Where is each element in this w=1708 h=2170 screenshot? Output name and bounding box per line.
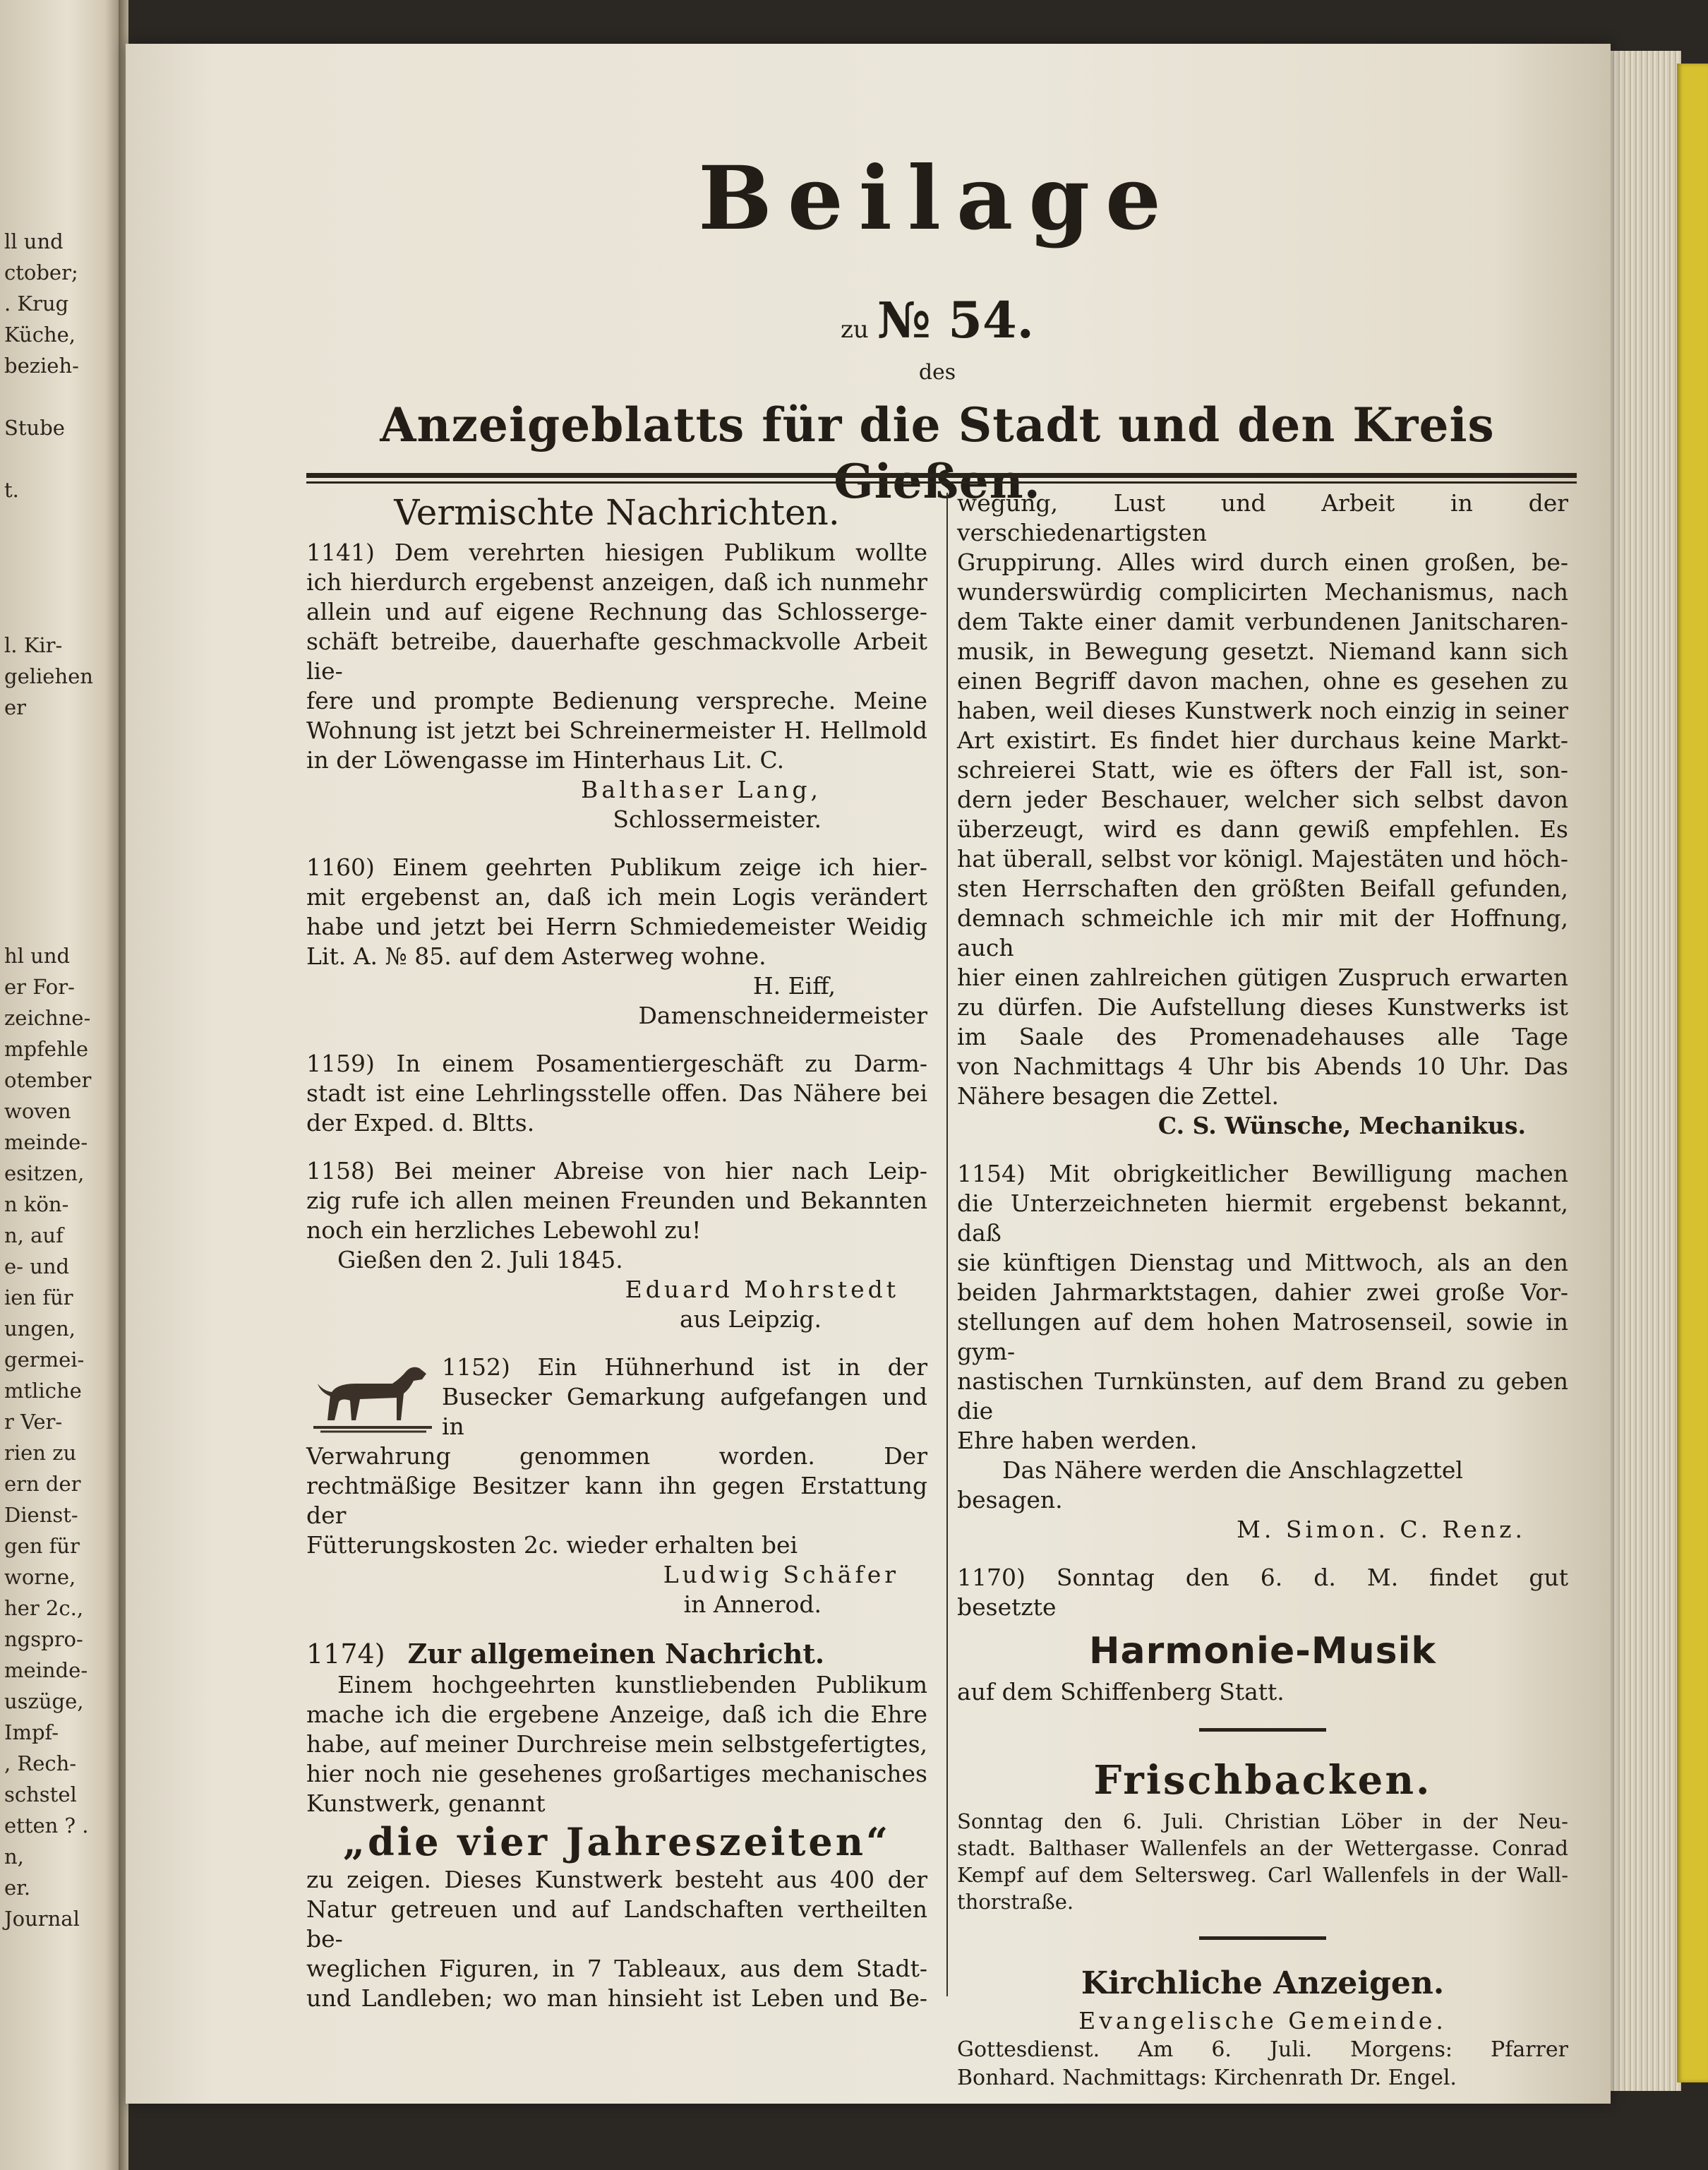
left-page-line: e- und — [4, 1254, 70, 1278]
ad-line: 1158) Bei meiner Abreise von hier nach Leip- — [306, 1157, 927, 1185]
section-heading: Kirchliche Anzeigen. — [1081, 1965, 1445, 2001]
section-heading: Frischbacken. — [1093, 1757, 1432, 1804]
ad-line: allein und auf eigene Rechnung das Schlosserge- — [306, 598, 927, 625]
ad-line: Lit. A. № 85. auf dem Asterweg wohne. — [306, 942, 766, 970]
signature-name: Balthaser Lang, — [581, 776, 822, 803]
ad-line: Sonntag den 6. Juli. Christian Löber in der Neu- — [957, 1809, 1568, 1833]
ad-line: hat überall, selbst vor königl. Majestäten und höch- — [957, 845, 1568, 873]
left-page-line: er For- — [4, 975, 75, 999]
header-rule — [306, 473, 1577, 478]
left-page-line: er. — [4, 1876, 31, 1900]
ad-line: und Landleben; wo man hinsieht ist Leben und Be- — [306, 1984, 927, 2012]
left-page-line: worne, — [4, 1565, 76, 1589]
left-page-line: , Rech- — [4, 1751, 77, 1775]
ad-line: 1159) In einem Posamentiergeschäft zu Darm- — [306, 1050, 927, 1077]
ad-line: Kunstwerk, genannt — [306, 1790, 546, 1817]
ad-line: mache ich die ergebene Anzeige, daß ich die Ehre — [306, 1701, 927, 1728]
left-page-line — [4, 536, 124, 568]
masthead-subtitle: Anzeigeblatts für die Stadt und den Kreis — [380, 397, 1495, 452]
left-page-line: hl und — [4, 944, 71, 968]
signature-name: Ludwig Schäfer — [663, 1561, 899, 1588]
ad-line: rechtmäßige Besitzer kann ihn gegen Erstattung der — [306, 1472, 927, 1529]
artwork-title: „die vier Jahreszeiten“ — [342, 1819, 891, 1864]
ad-heading-line — [306, 1638, 927, 1670]
ad-line: wunderswürdig complicirten Mechanismus, nach — [957, 578, 1568, 606]
ad-1159 — [306, 1049, 927, 1138]
ad-line: noch ein herzliches Lebewohl zu! — [306, 1216, 702, 1244]
ad-line: Kempf auf dem Seltersweg. Carl Wallenfels in der Wall- — [957, 1863, 1568, 1887]
left-page-line: geliehen — [4, 664, 93, 688]
ad-1141 — [306, 538, 927, 834]
ad-line: Nähere besagen die Zettel. — [957, 1082, 1280, 1110]
left-page-line — [4, 754, 124, 785]
ad-line: 1152) Ein Hühnerhund ist in der — [442, 1353, 927, 1381]
ad-number: 1174) — [306, 1638, 385, 1670]
page-edges — [1611, 51, 1681, 2091]
congregation: Evangelische Gemeinde. — [1078, 2007, 1447, 2034]
ad-line: stadt ist eine Lehrlingsstelle offen. Das Nähere bei — [306, 1079, 927, 1107]
left-page-line: t. — [4, 478, 19, 502]
ad-line: der Exped. d. Bltts. — [306, 1109, 535, 1137]
ad-line: überzeugt, wird es dann gewiß empfehlen. Es — [957, 815, 1568, 843]
ad-line: Natur getreuen und auf Landschaften vertheilten be- — [306, 1895, 927, 1953]
issue-number: № 54. — [877, 291, 1035, 349]
left-page-line — [4, 381, 124, 412]
left-page-line: r Ver- — [4, 1410, 63, 1434]
left-page-line: mpfehle — [4, 1037, 89, 1061]
left-page-line: Impf- — [4, 1720, 59, 1744]
ad-line: Fütterungskosten 2c. wieder erhalten bei — [306, 1531, 798, 1559]
ad-line: nastischen Turnkünsten, auf dem Brand zu geben die — [957, 1367, 1568, 1425]
ad-line: hier einen zahlreichen gütigen Zuspruch erwarten — [957, 964, 1568, 991]
left-page-line — [4, 505, 124, 536]
left-column — [306, 488, 927, 2013]
left-page-line: er — [4, 695, 27, 719]
ad-date: Gießen den 2. Juli 1845. — [337, 1246, 623, 1273]
church-section — [957, 1964, 1568, 2092]
ad-line: zu zeigen. Dieses Kunstwerk besteht aus 400 der — [306, 1866, 927, 1893]
ad-line: im Saale des Promenadehauses alle Tage — [957, 1023, 1568, 1050]
ad-line: dern jeder Beschauer, welcher sich selbst davon — [957, 786, 1568, 813]
left-page-line: Dienst- — [4, 1503, 78, 1527]
ad-line: stadt. Balthaser Wallenfels an der Wettergasse. Conrad — [957, 1836, 1568, 1860]
ad-line: hier noch nie gesehenes großartiges mechanisches — [306, 1760, 927, 1787]
ad-line: Wohnung ist jetzt bei Schreinermeister H. Hellmold — [306, 717, 927, 744]
ad-line: wegung, Lust und Arbeit in der verschiedenartigsten — [957, 489, 1568, 546]
dog-illustration — [313, 1353, 432, 1437]
masthead-des: des — [918, 360, 956, 385]
ad-line: 1154) Mit obrigkeitlicher Bewilligung machen — [957, 1160, 1568, 1187]
ad-line: demnach schmeichle ich mir mit der Hoffnung, auch — [957, 904, 1568, 961]
left-page-line: meinde- — [4, 1658, 88, 1682]
left-page-line: ctober; — [4, 260, 78, 284]
left-page-line: rien zu — [4, 1441, 77, 1465]
left-page-line: Journal — [4, 1907, 80, 1931]
left-page-line: Stube — [4, 416, 65, 440]
ad-line: habe, auf meiner Durchreise mein selbstgefertigtes, — [306, 1730, 927, 1758]
signature-place: in Annerod. — [683, 1590, 822, 1618]
ad-line: die Unterzeichneten hiermit ergebenst bekannt, daß — [957, 1189, 1568, 1247]
left-page-line — [4, 568, 124, 599]
left-page-line — [4, 847, 124, 878]
ad-line: 1141) Dem verehrten hiesigen Publikum wollte — [306, 539, 927, 566]
ad-line: Gottesdienst. Am 6. Juli. Morgens: Pfarrer — [957, 2037, 1568, 2062]
left-page-line: ngspro- — [4, 1627, 83, 1651]
ad-line: Verwahrung genommen worden. Der — [306, 1442, 927, 1470]
signature-name: H. Eiff, — [752, 972, 836, 1000]
signature-title: Damenschneidermeister — [638, 1002, 927, 1029]
ad-line: beiden Jahrmarktstagen, dahier zwei große Vor- — [957, 1278, 1568, 1306]
left-page — [0, 0, 124, 2170]
frischbacken-section — [957, 1756, 1568, 1915]
ad-1174 — [306, 1638, 927, 2013]
ad-line: schreierei Statt, wie es öfters der Fall ist, son- — [957, 756, 1568, 784]
left-page-line — [4, 599, 124, 630]
section-rule — [1199, 1936, 1326, 1940]
ad-1152 — [306, 1353, 927, 1619]
ad-line: zig rufe ich allen meinen Freunden und Bekannten — [306, 1187, 927, 1214]
right-column — [957, 488, 1568, 2092]
book-cover-edge — [1677, 64, 1708, 2082]
ad-line: Busecker Gemarkung aufgefangen und in — [442, 1383, 927, 1440]
signature: C. S. Wünsche, Mechanikus. — [1157, 1112, 1526, 1139]
ad-line: sten Herrschaften den größten Beifall gefunden, — [957, 875, 1568, 902]
left-page-line: woven — [4, 1099, 71, 1123]
ad-line: dem Takte einer damit verbundenen Janitscharen- — [957, 608, 1568, 635]
ad-line: stellungen auf dem hohen Matrosenseil, sowie in gym- — [957, 1308, 1568, 1365]
signature-place: aus Leipzig. — [679, 1305, 822, 1333]
left-page-line: Küche, — [4, 323, 76, 347]
left-page-line: ien für — [4, 1285, 73, 1309]
ad-line: besetzte — [957, 1593, 1057, 1621]
ad-note: Das Nähere werden die Anschlagzettel besagen. — [957, 1456, 1463, 1513]
event-title: Harmonie-Musik — [1089, 1630, 1436, 1672]
ad-line: einen Begriff davon machen, ohne es gesehen zu — [957, 667, 1568, 695]
ad-1170 — [957, 1563, 1568, 1707]
ad-line: Einem hochgeehrten kunstliebenden Publikum — [337, 1671, 927, 1698]
left-page-line — [4, 878, 124, 909]
left-page-line: bezieh- — [4, 354, 79, 378]
left-page-line: ll und — [4, 229, 64, 253]
left-page-line — [4, 443, 124, 474]
masthead-title: Beilage — [698, 148, 1177, 250]
header-rule-thin — [306, 481, 1577, 484]
ad-line: thorstraße. — [957, 1890, 1074, 1914]
ad-line: Bonhard. Nachmittags: Kirchenrath Dr. Engel. — [957, 2066, 1457, 2090]
ad-line: auf dem Schiffenberg Statt. — [957, 1678, 1285, 1706]
left-page-line: germei- — [4, 1348, 85, 1372]
ad-line: musik, in Bewegung gesetzt. Niemand kann sich — [957, 637, 1568, 665]
ad-line: Art existirt. Es findet hier durchaus keine Markt- — [957, 726, 1568, 754]
signature-title: Schlossermeister. — [613, 805, 822, 833]
left-page-line: ern der — [4, 1472, 81, 1496]
ad-1160 — [306, 853, 927, 1031]
left-page-line: uszüge, — [4, 1689, 84, 1713]
section-heading: Vermischte Nachrichten. — [394, 492, 840, 533]
ad-line: fere und prompte Bedienung verspreche. Meine — [306, 687, 927, 714]
left-page-line — [4, 909, 124, 940]
left-page-line: ungen, — [4, 1317, 76, 1341]
ad-line: Gruppirung. Alles wird durch einen großen, be- — [957, 549, 1568, 576]
section-rule — [1199, 1728, 1326, 1732]
left-page-line — [4, 816, 124, 847]
ad-line: Ehre haben werden. — [957, 1427, 1198, 1454]
masthead-number — [316, 292, 1558, 358]
left-page-line: mtliche — [4, 1379, 82, 1403]
ad-line: von Nachmittags 4 Uhr bis Abends 10 Uhr. Das — [957, 1053, 1568, 1080]
left-page-line: n, auf — [4, 1223, 64, 1247]
ad-line: zu dürfen. Die Aufstellung dieses Kunstwerks ist — [957, 993, 1568, 1021]
left-page-line: meinde- — [4, 1130, 88, 1154]
signature: M. Simon. C. Renz. — [1237, 1516, 1526, 1543]
masthead-zu: zu — [840, 316, 869, 344]
ad-line: habe und jetzt bei Herrn Schmiedemeister Weidig — [306, 913, 927, 940]
ad-line: weglichen Figuren, in 7 Tableaux, aus dem Stadt- — [306, 1955, 927, 1982]
left-page-line: gen für — [4, 1534, 80, 1558]
left-page-line: n kön- — [4, 1192, 69, 1216]
ad-1174-continued — [957, 488, 1568, 1141]
ad-line: 1160) Einem geehrten Publikum zeige ich hier- — [306, 853, 927, 881]
left-page-line — [4, 723, 124, 754]
left-page-line: etten ? . — [4, 1814, 89, 1838]
left-page-line: schstel — [4, 1782, 77, 1806]
column-divider — [946, 493, 948, 1996]
ad-line: mit ergebenst an, daß ich mein Logis verändert — [306, 883, 927, 911]
ad-line: sie künftigen Dienstag und Mittwoch, als an den — [957, 1249, 1568, 1276]
left-page-line: esitzen, — [4, 1161, 85, 1185]
left-page-line: her 2c., — [4, 1596, 84, 1620]
left-page-line — [4, 785, 124, 816]
ad-line: schäft betreibe, dauerhafte geschmackvolle Arbeit lie- — [306, 628, 927, 685]
ad-1154 — [957, 1159, 1568, 1545]
left-page-line: zeichne- — [4, 1006, 91, 1030]
ad-1158 — [306, 1156, 927, 1334]
left-page-line: n, — [4, 1845, 24, 1869]
left-page-text — [4, 226, 124, 1934]
ad-line: 1170) Sonntag den 6. d. M. findet gut — [957, 1564, 1568, 1591]
ad-heading: Zur allgemeinen Nachricht. — [407, 1638, 825, 1670]
ad-line: in der Löwengasse im Hinterhaus Lit. C. — [306, 746, 785, 774]
newspaper-page — [126, 44, 1611, 2104]
ad-line: ich hierdurch ergebenst anzeigen, daß ich nunmehr — [306, 568, 927, 596]
left-page-line: l. Kir- — [4, 633, 63, 657]
signature-name: Eduard Mohrstedt — [625, 1276, 899, 1303]
ad-line: haben, weil dieses Kunstwerk noch einzig in seiner — [957, 697, 1568, 724]
left-page-line: otember — [4, 1068, 92, 1092]
left-page-line: . Krug — [4, 292, 69, 316]
